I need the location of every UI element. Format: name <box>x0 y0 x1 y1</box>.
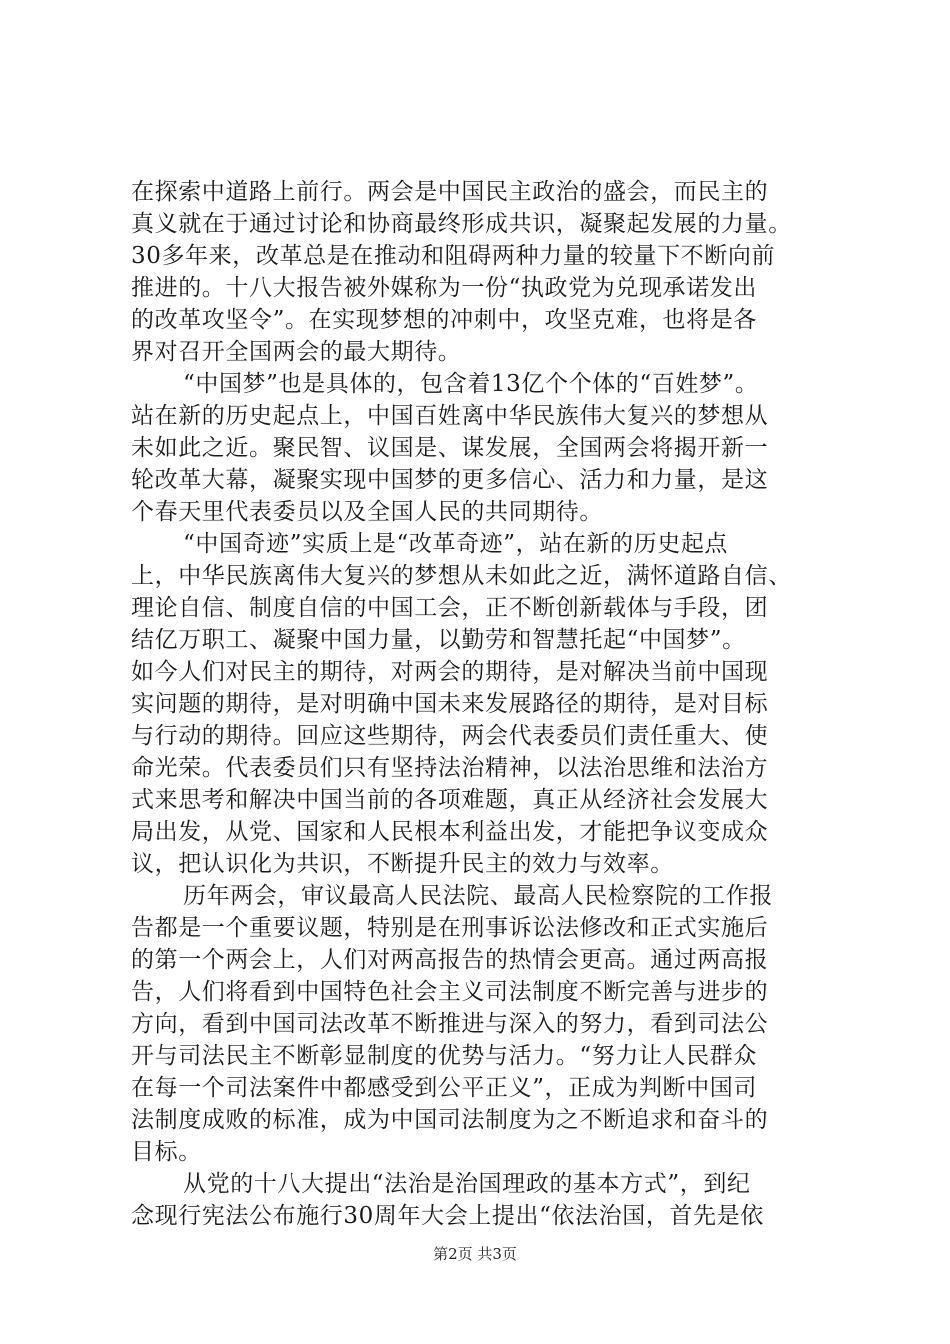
text-line: 念现行宪法公布施行30周年大会上提出“依法治国，首先是依 <box>131 1203 764 1229</box>
text-line: 法制度成败的标准，成为中国司法制度为之不断追求和奋斗的 <box>131 1107 769 1133</box>
text-line: 与行动的期待。回应这些期待，两会代表委员们责任重大、使 <box>131 723 769 749</box>
text-line: 界对召开全国两会的最大期待。 <box>131 339 462 365</box>
text-line: 个春天里代表委员以及全国人民的共同期待。 <box>131 499 603 525</box>
document-body <box>131 176 831 1232</box>
text-line: 历年两会，审议最高人民法院、最高人民检察院的工作报 <box>183 883 773 909</box>
text-line: 式来思考和解决中国当前的各项难题，真正从经济社会发展大 <box>131 787 769 813</box>
text-line: 方向，看到中国司法改革不断推进与深入的努力，看到司法公 <box>131 1011 769 1037</box>
text-line: 结亿万职工、凝聚中国力量，以勤劳和智慧托起“中国梦”。 <box>131 627 746 653</box>
text-line: 议，把认识化为共识，不断提升民主的效力与效率。 <box>131 851 674 877</box>
text-line: 站在新的历史起点上，中国百姓离中华民族伟大复兴的梦想从 <box>131 403 769 429</box>
text-line: “中国奇迹”实质上是“改革奇迹”，站在新的历史起点 <box>183 531 729 557</box>
text-line: 的改革攻坚令”。在实现梦想的冲刺中，攻坚克难，也将是各 <box>131 307 757 333</box>
text-line: 未如此之近。聚民智、议国是、谋发展，全国两会将揭开新一 <box>131 435 769 461</box>
text-line: 轮改革大幕，凝聚实现中国梦的更多信心、活力和力量，是这 <box>131 467 769 493</box>
text-line: 从党的十八大提出“法治是治国理政的基本方式”，到纪 <box>183 1171 751 1197</box>
text-line: 告，人们将看到中国特色社会主义司法制度不断完善与进步的 <box>131 979 769 1005</box>
text-line: 的第一个两会上，人们对两高报告的热情会更高。通过两高报 <box>131 947 769 973</box>
text-line: 局出发，从党、国家和人民根本利益出发，才能把争议变成众 <box>131 819 769 845</box>
text-line: 30多年来，改革总是在推动和阻碍两种力量的较量下不断向前 <box>131 243 776 269</box>
text-line: 上，中华民族离伟大复兴的梦想从未如此之近，满怀道路自信、 <box>131 563 792 589</box>
text-line: 在探索中道路上前行。两会是中国民主政治的盛会，而民主的 <box>131 179 769 205</box>
text-line: 推进的。十八大报告被外媒称为一份“执政党为兑现承诺发出 <box>131 275 757 301</box>
text-line: 如今人们对民主的期待，对两会的期待，是对解决当前中国现 <box>131 659 769 685</box>
text-line: 真义就在于通过讨论和协商最终形成共识，凝聚起发展的力量。 <box>131 211 792 237</box>
text-line: 理论自信、制度自信的中国工会，正不断创新载体与手段，团 <box>131 595 769 621</box>
text-line: 开与司法民主不断彰显制度的优势与活力。“努力让人民群众 <box>131 1043 757 1069</box>
text-line: 目标。 <box>131 1139 202 1165</box>
text-line: “中国梦”也是具体的，包含着13亿个个体的“百姓梦”。 <box>183 371 759 397</box>
text-line: 实问题的期待，是对明确中国未来发展路径的期待，是对目标 <box>131 691 769 717</box>
page-footer: 第2页 共3页 <box>433 1245 517 1263</box>
text-line: 命光荣。代表委员们只有坚持法治精神，以法治思维和法治方 <box>131 755 769 781</box>
text-line: 在每一个司法案件中都感受到公平正义”，正成为判断中国司 <box>131 1075 757 1101</box>
text-line: 告都是一个重要议题，特别是在刑事诉讼法修改和正式实施后 <box>131 915 769 941</box>
